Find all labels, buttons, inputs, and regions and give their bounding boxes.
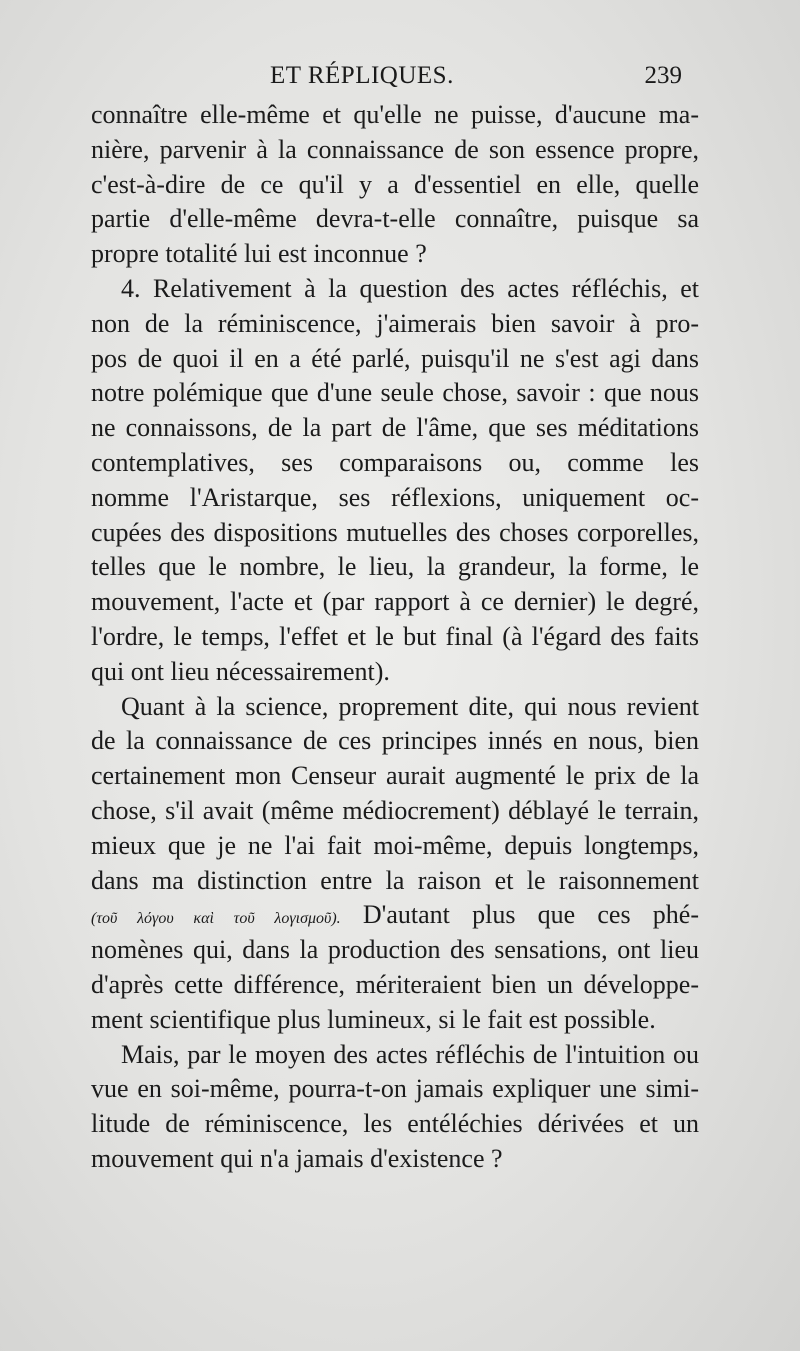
page-number: 239 [644,62,682,89]
text-line: mouvement, l'acte et (par rapport à ce dernier) le degré, [91,587,699,617]
text-line: pos de quoi il en a été parlé, puisqu'il ne s'est agi dans [91,343,699,373]
text-line: cupées des dispositions mutuelles des choses corporelles, [91,517,699,547]
page-header [92,58,682,94]
text-line: qui ont lieu nécessairement). [91,656,390,686]
text-line: de la connaissance de ces principes innés en nous, bien [91,726,699,756]
text-line: Quant à la science, proprement dite, qui nous revient [121,691,699,721]
text-line: mouvement qui n'a jamais d'existence ? [91,1143,503,1173]
greek-phrase: (τοῦ λόγου καὶ τοῦ λογισμοῦ). [91,910,341,928]
paragraph-1 [91,98,699,272]
text-line: contemplatives, ses comparaisons ou, comme les [91,447,699,477]
paragraph-4 [91,1038,699,1177]
text-fragment: D'autant plus que ces phé- [340,900,699,930]
text-line: nière, parvenir à la connaissance de son essence propre, [91,134,699,164]
text-line: notre polémique que d'une seule chose, savoir : que nous [91,378,699,408]
text-line: telles que le nombre, le lieu, la grandeur, la forme, le [91,552,699,582]
text-line: non de la réminiscence, j'aimerais bien savoir à pro- [91,308,699,338]
text-line: Mais, par le moyen des actes réfléchis de l'intuition ou [121,1039,699,1069]
text-line: partie d'elle-même devra-t-elle connaître, puisque sa [91,204,699,234]
text-line: propre totalité lui est inconnue ? [91,239,427,269]
text-line: ne connaissons, de la part de l'âme, que ses méditations [91,413,699,443]
text-line: litude de réminiscence, les entéléchies dérivées et un [91,1109,699,1139]
text-line: dans ma distinction entre la raison et le raisonnement [91,865,699,895]
text-line: d'après cette différence, mériteraient bien un développe- [91,969,699,999]
running-head: ET RÉPLIQUES. [270,62,454,89]
paragraph-3 [91,690,699,1038]
paragraph-2 [91,272,699,690]
text-line: 4. Relativement à la question des actes réfléchis, et [121,273,699,303]
text-line: mieux que je ne l'ai fait moi-même, depuis longtemps, [91,830,699,860]
text-line: c'est-à-dire de ce qu'il y a d'essentiel en elle, quelle [91,169,699,199]
text-line: ment scientifique plus lumineux, si le fait est possible. [91,1004,656,1034]
text-line: certainement mon Censeur aurait augmenté le prix de la [91,761,699,791]
text-line: chose, s'il avait (même médiocrement) déblayé le terrain, [91,795,699,825]
text-line: connaître elle-même et qu'elle ne puisse, d'aucune ma- [91,100,699,129]
body-text [91,98,699,1177]
text-line-with-greek [91,898,699,933]
text-line: nomme l'Aristarque, ses réflexions, uniquement oc- [91,482,699,512]
text-line: l'ordre, le temps, l'effet et le but final (à l'égard des faits [91,621,699,651]
text-line: vue en soi-même, pourra-t-on jamais expliquer une simi- [91,1074,699,1104]
text-line: nomènes qui, dans la production des sensations, ont lieu [91,935,699,965]
